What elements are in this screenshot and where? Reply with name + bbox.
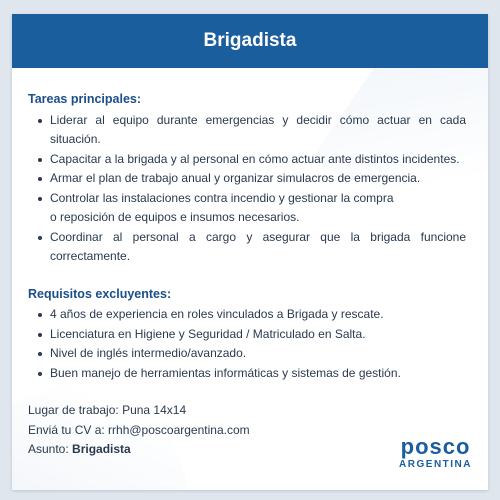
tasks-title: Tareas principales: [28,92,142,106]
posco-logo [399,436,472,472]
list-item: Coordinar al personal a cargo y asegurar que la brigada funcione correctamente. [38,228,466,267]
job-description [28,90,466,460]
tasks-list [28,111,466,267]
list-item-continuation: o reposición de equipos e insumos necesarios. [50,210,300,224]
list-item: Armar el plan de trabajo anual y organizar simulacros de emergencia. [38,169,466,189]
requirements-list [28,305,466,383]
list-item: Buen manejo de herramientas informáticas y sistemas de gestión. [38,364,466,384]
list-item: Nivel de inglés intermedio/avanzado. [38,344,466,364]
list-item: Licenciatura en Higiene y Seguridad / Matriculado en Salta. [38,325,466,345]
cv-email: Enviá tu CV a: rrhh@poscoargentina.com [28,422,250,437]
list-item: Capacitar a la brigada y al personal en cómo actuar ante distintos incidentes. [38,150,466,170]
work-location: Lugar de trabajo: Puna 14x14 [28,403,187,417]
logo-sub: ARGENTINA [399,459,472,470]
list-item: Controlar las instalaciones contra incendio y gestionar la compra [38,189,466,209]
job-card [12,14,488,490]
job-title: Brigadista [203,30,297,51]
requirements-title: Requisitos excluyentes: [28,286,172,301]
job-title-header [12,14,488,68]
subject-value: Brigadista [72,442,131,456]
list-item: Liderar al equipo durante emergencias y decidir cómo actuar en cada situación. [38,111,466,150]
logo-name: posco [400,434,471,459]
subject-label: Asunto: [28,442,73,456]
list-item: 4 años de experiencia en roles vinculados a Brigada y rescate. [38,305,466,325]
